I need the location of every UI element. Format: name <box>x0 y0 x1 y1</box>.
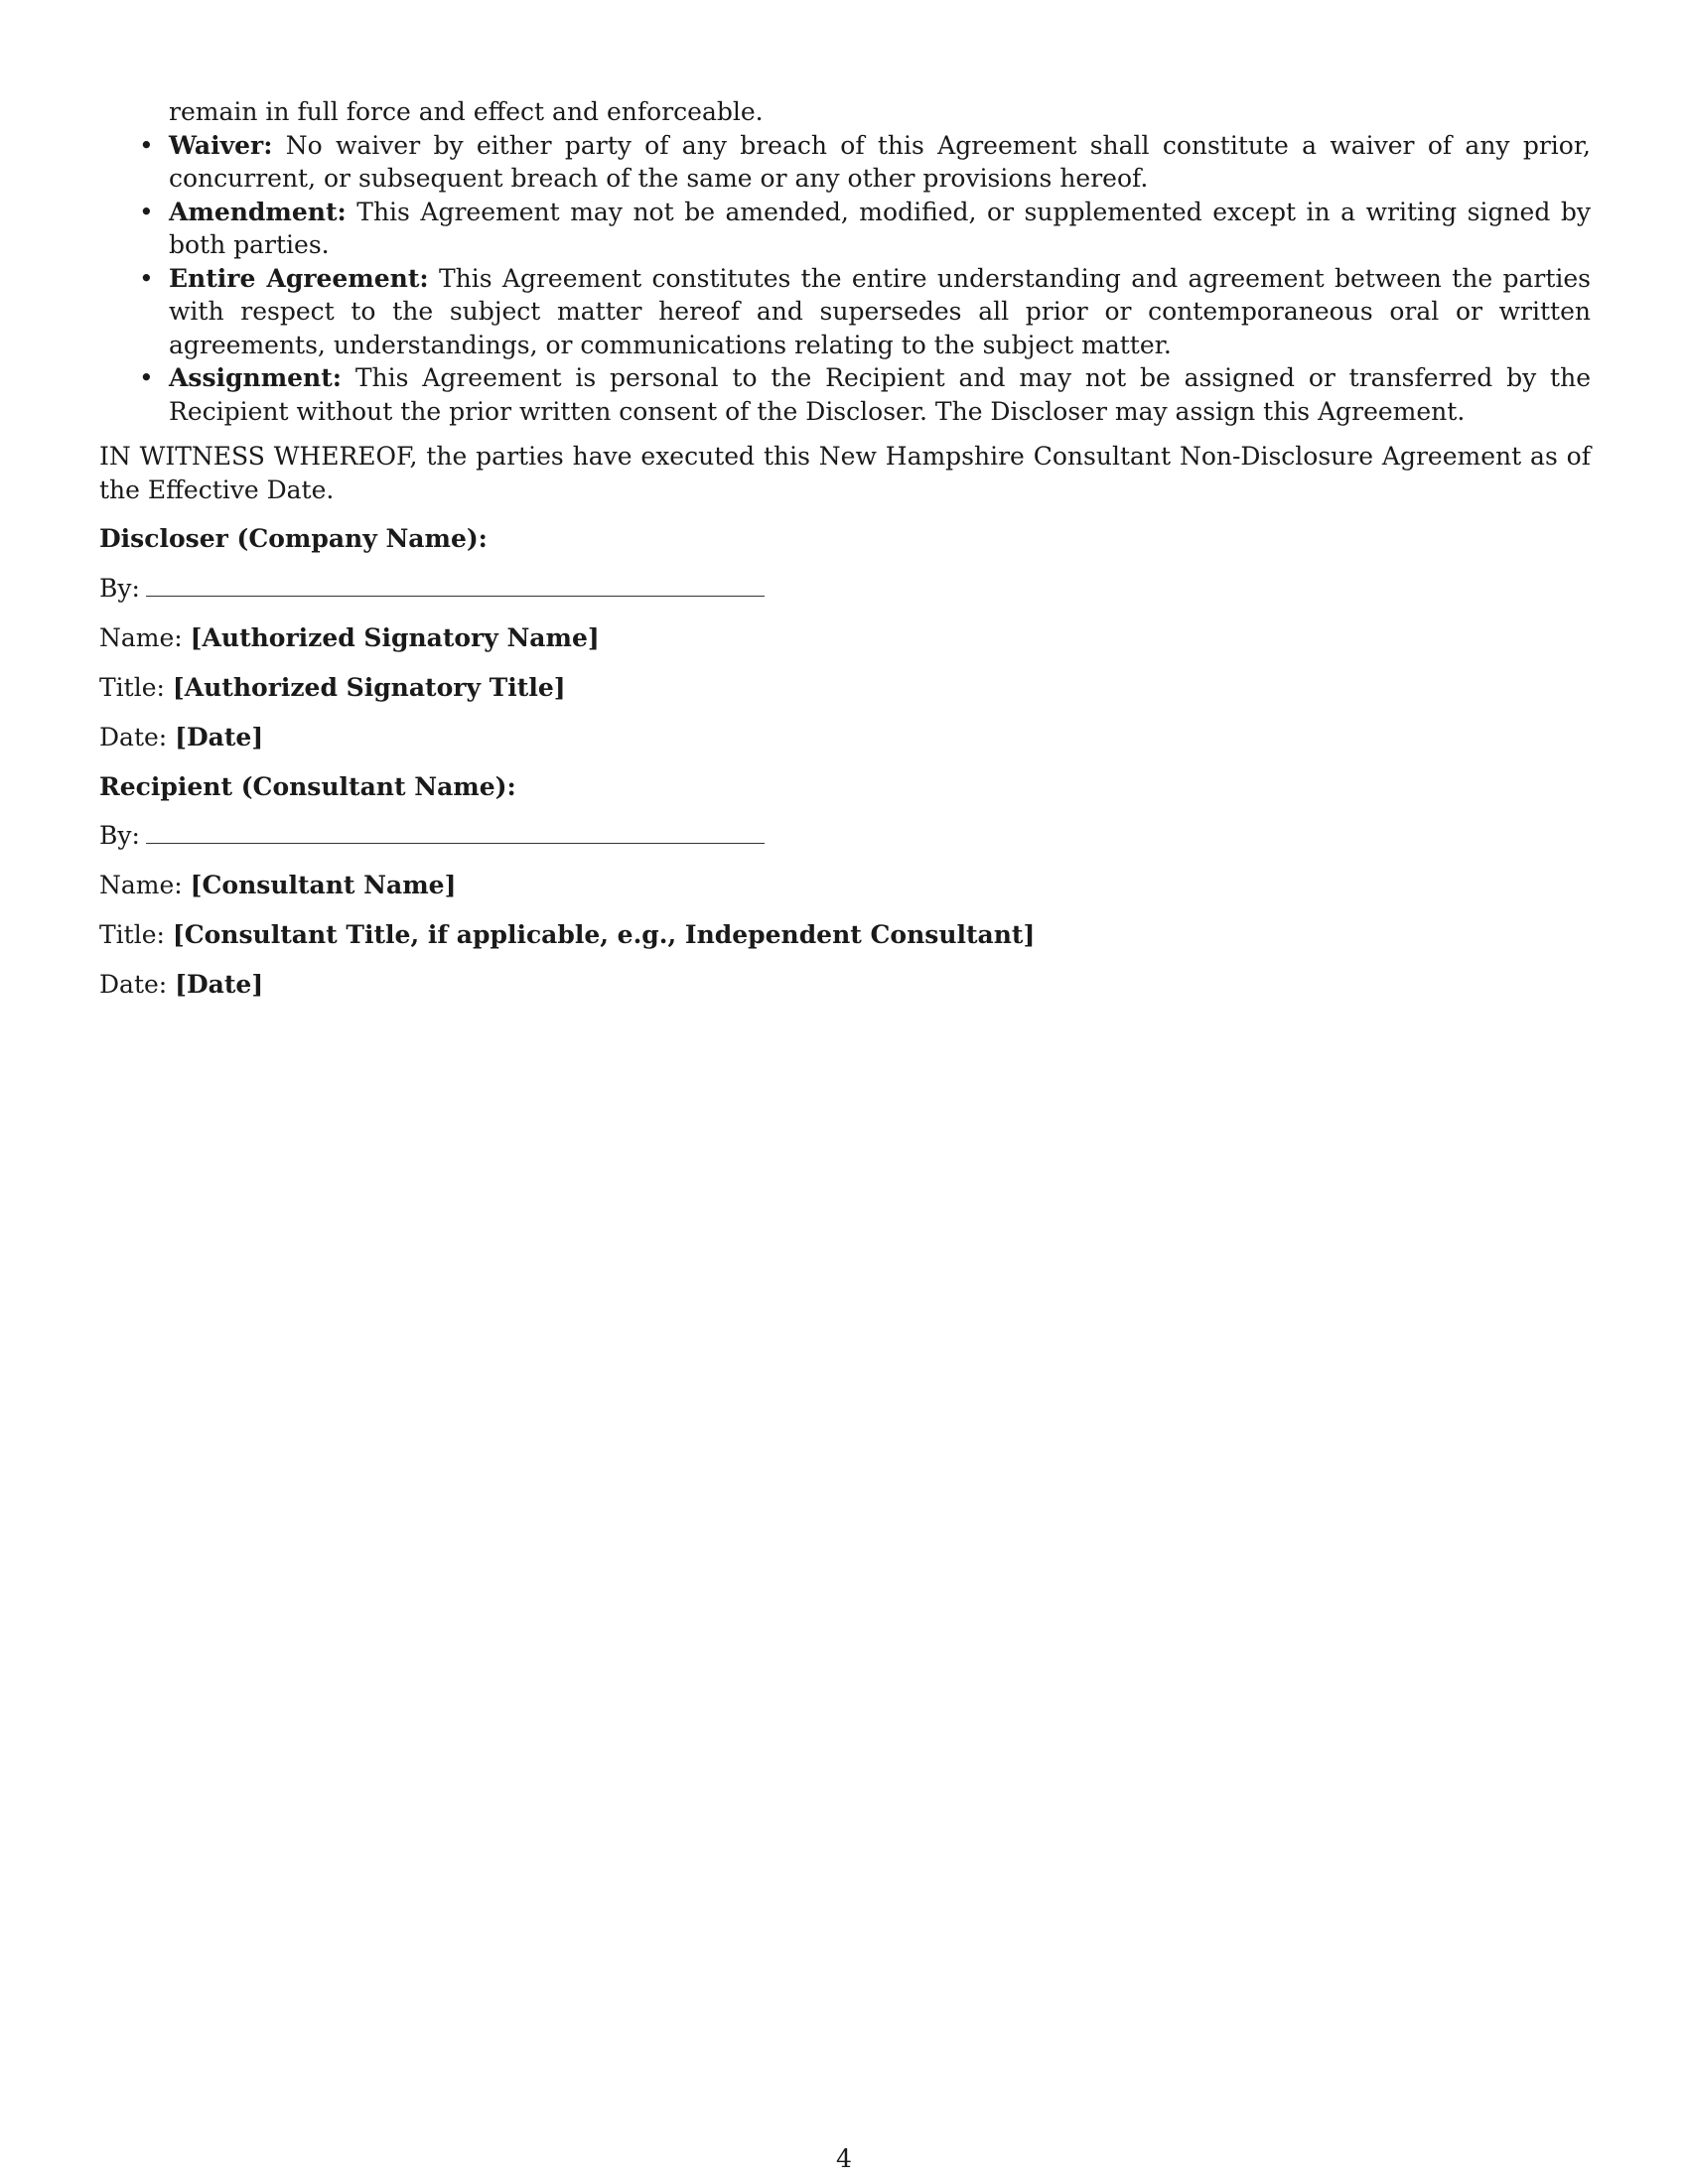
clause-title: Waiver: <box>169 130 273 160</box>
title-label: Title: <box>99 920 165 949</box>
recipient-name-value: [Consultant Name] <box>190 871 457 899</box>
discloser-heading: Discloser (Company Name): <box>99 524 488 553</box>
discloser-by-row <box>99 572 1591 606</box>
name-label: Name: <box>99 622 183 652</box>
clause-text: No waiver by either party of any breach of this Agreement shall constitute a waiver of any prior, concurrent, or subsequent breach of the same or any other provisions hereof. <box>169 130 1591 193</box>
title-label: Title: <box>99 672 165 702</box>
recipient-title-row <box>99 918 1591 952</box>
recipient-signature-block <box>99 770 1591 1003</box>
discloser-date-row <box>99 721 1591 754</box>
bullet-icon: • <box>139 130 154 160</box>
clause-title: Assignment: <box>169 363 343 392</box>
clause-waiver <box>99 129 1591 196</box>
recipient-by-row <box>99 819 1591 853</box>
clause-entire-agreement <box>99 262 1591 362</box>
clause-title: Amendment: <box>169 197 347 226</box>
date-label: Date: <box>99 722 168 751</box>
clause-text: This Agreement may not be amended, modified, or supplemented except in a writing signed by both parties. <box>169 197 1592 259</box>
discloser-date-value: [Date] <box>175 722 264 751</box>
clause-amendment <box>99 196 1591 262</box>
date-label: Date: <box>99 970 168 999</box>
recipient-signature-line[interactable] <box>146 819 765 844</box>
clause-list <box>99 129 1591 429</box>
by-label: By: <box>99 821 140 850</box>
bullet-icon: • <box>139 263 154 293</box>
discloser-title-value: [Authorized Signatory Title] <box>172 672 566 702</box>
clause-assignment <box>99 361 1591 428</box>
name-label: Name: <box>99 871 183 899</box>
recipient-heading: Recipient (Consultant Name): <box>99 771 516 801</box>
discloser-signature-block <box>99 522 1591 754</box>
bullet-icon: • <box>139 197 154 226</box>
recipient-date-row <box>99 968 1591 1002</box>
witness-statement: IN WITNESS WHEREOF, the parties have executed this New Hampshire Consultant Non-Disclosure Agreement as of the Effective Date. <box>99 442 1591 504</box>
clause-text: This Agreement is personal to the Recipient and may not be assigned or transferred by the Recipient without the prior written consent of the Discloser. The Discloser may assign this Agreement. <box>169 363 1591 426</box>
continuation-text: remain in full force and effect and enforceable. <box>169 97 764 126</box>
discloser-name-row <box>99 621 1591 655</box>
page-number: 4 <box>836 2144 852 2173</box>
recipient-title-value: [Consultant Title, if applicable, e.g., Independent Consultant] <box>172 920 1036 949</box>
recipient-date-value: [Date] <box>175 970 264 999</box>
discloser-title-row <box>99 671 1591 705</box>
by-label: By: <box>99 573 140 603</box>
clause-text: This Agreement constitutes the entire understanding and agreement between the parties with respect to the subject matter hereof and supersedes all prior or contemporaneous oral or written agreements, understandings, or communications relating to the subject matter. <box>169 263 1592 359</box>
document-page <box>99 95 1591 1002</box>
discloser-signature-line[interactable] <box>146 572 765 597</box>
clause-title: Entire Agreement: <box>169 263 429 293</box>
bullet-icon: • <box>139 363 154 392</box>
discloser-name-value: [Authorized Signatory Name] <box>190 622 600 652</box>
recipient-name-row <box>99 869 1591 902</box>
